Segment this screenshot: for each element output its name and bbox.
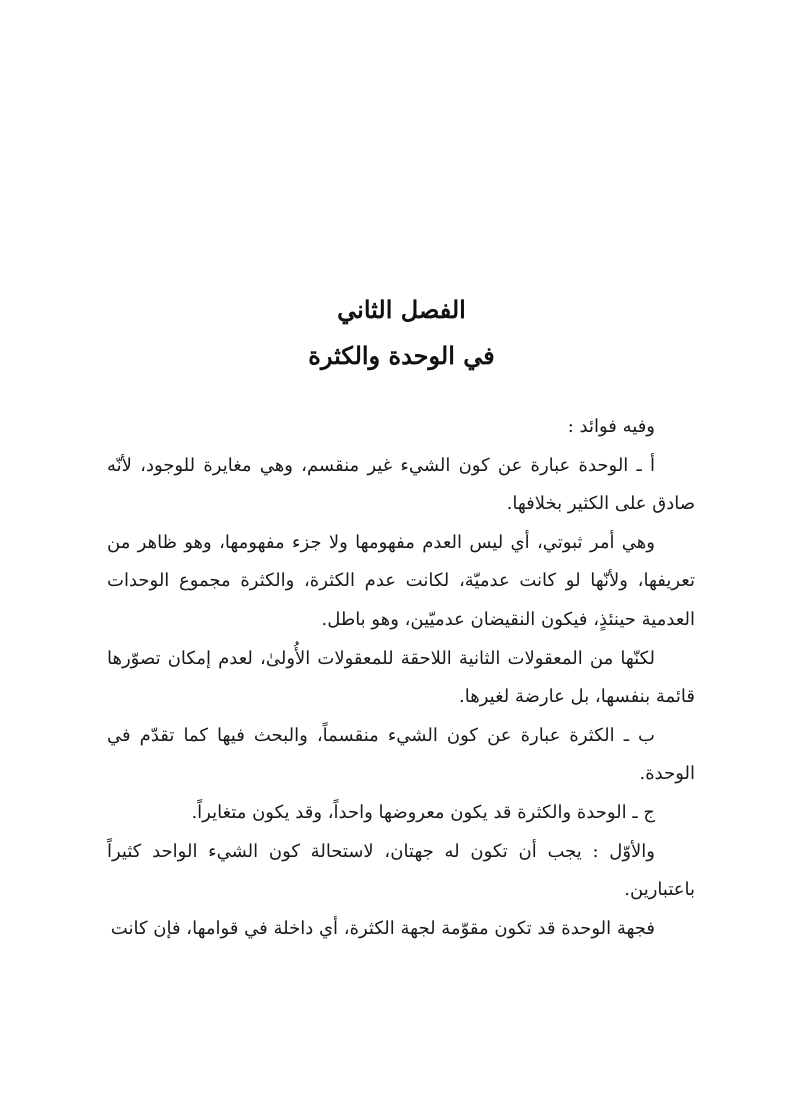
- paragraph-alef: أ ـ الوحدة عبارة عن كون الشيء غير منقسم، وهي مغايرة للوجود، لأنّه صادق على الكثير بخلافها.: [107, 454, 695, 515]
- paragraph-intro: وفيه فوائد :: [567, 416, 655, 437]
- paragraph-jim: ج ـ الوحدة والكثرة قد يكون معروضها واحداً، وقد يكون متغايراً.: [191, 801, 655, 823]
- body-text: [107, 408, 695, 948]
- chapter-number: الفصل الثاني: [337, 295, 466, 324]
- paragraph-jihat-wahda: فجهة الوحدة قد تكون مقوّمة لجهة الكثرة، أي داخلة في قوامها، فإن كانت: [110, 917, 655, 939]
- paragraph-awwal: والأوّل : يجب أن تكون له جهتان، لاستحالة كون الشيء الواحد كثيراً باعتبارين.: [107, 840, 695, 901]
- chapter-title: في الوحدة والكثرة: [308, 341, 495, 370]
- paragraph-maqulat: لكنّها من المعقولات الثانية اللاحقة للمعقولات الأُولىٰ، لعدم إمكان تصوّرها قائمة بنفسها، بل عارضة لغيرها.: [107, 647, 695, 708]
- paragraph-wahdat-thubuti: وهي أمر ثبوتي، أي ليس العدم مفهومها ولا جزء مفهومها، وهو ظاهر من تعريفها، ولأنّها لو كانت عدميّة، لكانت عدم الكثرة، والكثرة مجموع الوحدات العدمية حينئذٍ، فيكون النقيضان عدميّين، وهو باطل.: [107, 531, 695, 630]
- paragraph-ba: ب ـ الكثرة عبارة عن كون الشيء منقسماً، والبحث فيها كما تقدّم في الوحدة.: [107, 724, 695, 785]
